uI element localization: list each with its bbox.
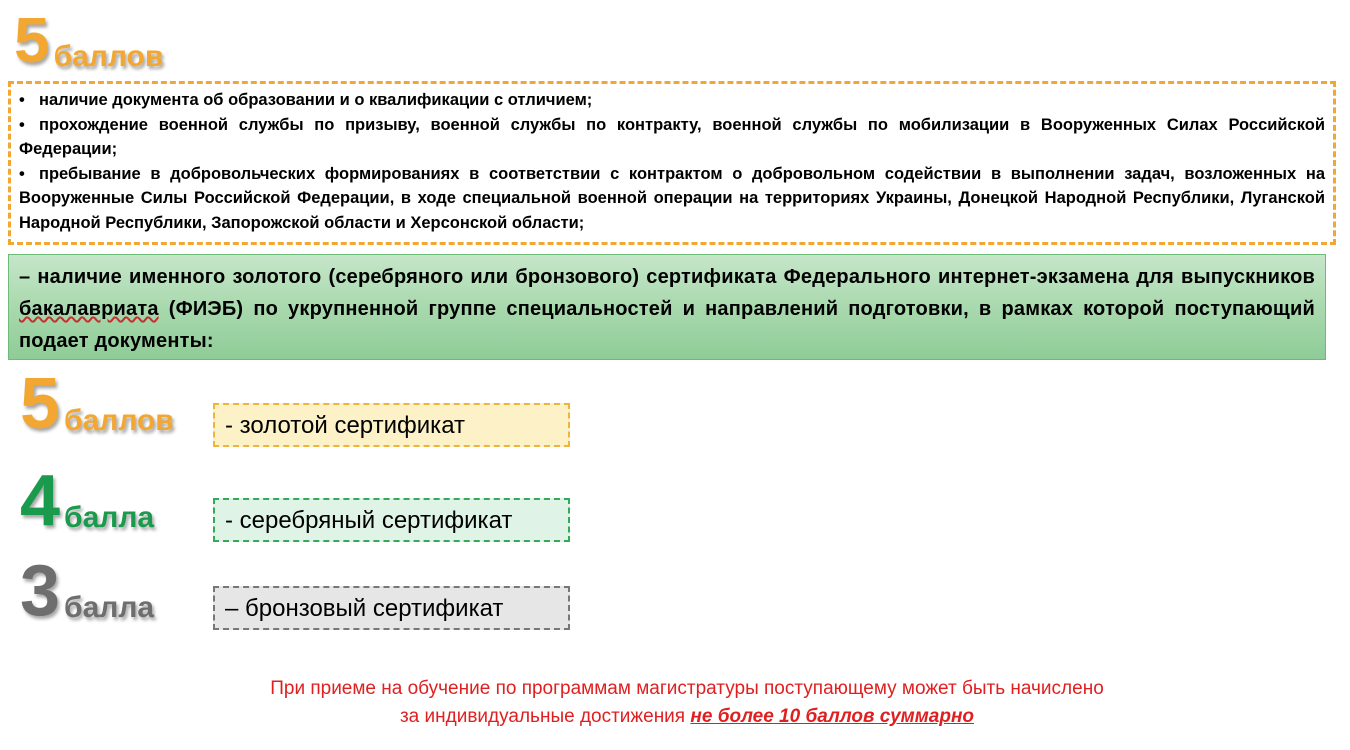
bronze-certificate-label: – бронзовый сертификат	[213, 586, 570, 630]
criterion-underlined-word: бакалавриата	[19, 298, 159, 320]
silver-score	[20, 461, 155, 541]
footer-note-line2	[12, 706, 1350, 728]
footer-note-line1: При приеме на обучение по программам магистратуры поступающему может быть начислено	[270, 678, 1104, 699]
criterion-text	[19, 261, 1315, 357]
score-number: 5	[20, 364, 61, 444]
top-score-heading	[14, 4, 164, 76]
list-item	[19, 162, 1325, 236]
footer-note-text: за индивидуальные достижения	[399, 706, 691, 727]
score-number: 5	[14, 4, 50, 76]
bronze-score	[20, 551, 155, 631]
achievements-list-box	[8, 81, 1336, 245]
list-item-text: наличие документа об образовании и о квалификации с отличием;	[39, 91, 593, 109]
list-item-text: прохождение военной службы по призыву, военной службы по контракту, военной службы по мобилизации в Вооруженных Силах Российской Федерации;	[19, 115, 1325, 158]
criterion-text-part: (ФИЭБ) по укрупненной группе специальностей и направлений подготовки, в рамках которой поступающий подает документы:	[19, 298, 1315, 352]
list-item-text: пребывание в добровольческих формированиях в соответствии с контрактом о добровольном содействии в выполнении задач, возложенных на Вооруженные Силы Российской Федерации, в ходе специальной военной операции на территориях Украины, Донецкой Народной Республики, Луганской Народной Республики, Запорожской области и Херсонской области;	[19, 164, 1325, 232]
score-word: балла	[64, 501, 155, 534]
gold-score	[20, 364, 174, 444]
score-word: баллов	[53, 40, 164, 73]
criterion-text-part: – наличие именного золотого (серебряного или бронзового) сертификата Федерального интернет-экзамена для выпускников	[19, 266, 1315, 288]
score-word: баллов	[64, 404, 174, 437]
list-item	[19, 88, 1325, 113]
score-number: 3	[20, 551, 61, 631]
silver-certificate-label: - серебряный сертификат	[213, 498, 570, 542]
score-word: балла	[64, 591, 155, 624]
footer-note-emphasis: не более 10 баллов суммарно	[690, 706, 975, 727]
certificate-criterion-box	[8, 254, 1326, 360]
gold-certificate-label: - золотой сертификат	[213, 403, 570, 447]
bullet-icon: •	[19, 115, 25, 134]
bullet-icon: •	[19, 164, 25, 183]
list-item	[19, 113, 1325, 162]
score-number: 4	[20, 461, 61, 541]
bullet-icon: •	[19, 91, 25, 109]
